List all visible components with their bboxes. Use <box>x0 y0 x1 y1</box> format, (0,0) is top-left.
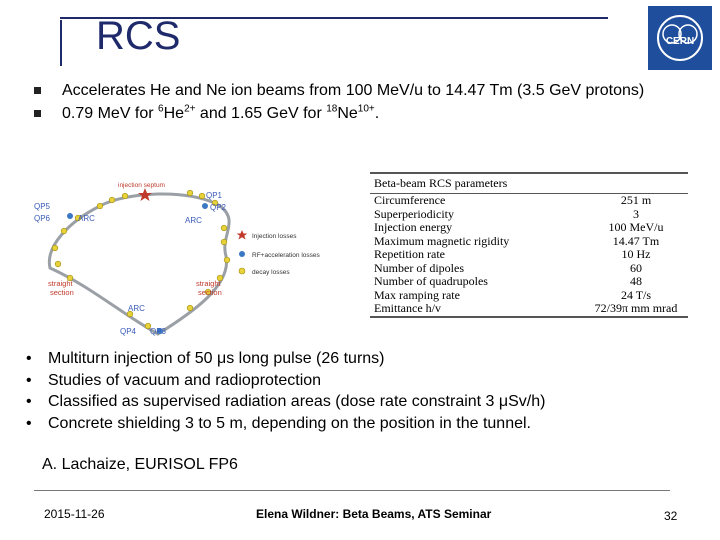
parameter-value: 60 <box>630 260 642 275</box>
bottom-bullet-3: • Classified as supervised radiation areas (dose rate constraint 3 μSv/h) <box>26 391 686 413</box>
svg-text:QP2: QP2 <box>210 203 227 212</box>
bottom-bullet-list <box>26 348 686 434</box>
top-bullet-2: 0.79 MeV for $^6He^{2+}$ and 1.65 GeV for $^{18}Ne^{10+}$. <box>34 103 664 124</box>
parameter-name: Repetition rate <box>374 247 445 261</box>
parameter-value: 100 MeV/u <box>608 220 664 234</box>
parameter-value: 14.47 Tm <box>612 233 660 248</box>
footer-date: 2015-11-26 <box>44 507 105 521</box>
svg-text:QP5: QP5 <box>34 202 51 211</box>
bullet-dot-icon: • <box>26 393 32 410</box>
svg-text:straight: straight <box>48 279 73 288</box>
parameter-value: 251 m <box>620 193 652 207</box>
table-title: Beta-beam RCS parameters <box>370 172 688 194</box>
parameter-name: Emittance h/v <box>374 301 441 315</box>
svg-text:QP6: QP6 <box>34 214 51 223</box>
svg-text:ARC: ARC <box>128 304 145 313</box>
parameter-name: Superperiodicity <box>374 206 454 221</box>
bottom-bullet-2: • Studies of vacuum and radioprotection <box>26 370 686 392</box>
top-bullet-list <box>34 80 664 126</box>
diagram-legend <box>237 230 321 276</box>
parameter-value: 48 <box>630 274 642 288</box>
parameter-value: 3 <box>633 206 639 221</box>
parameter-value: 72/39π mm mrad <box>594 301 678 315</box>
bullet-dot-icon: • <box>26 371 32 389</box>
top-bullet-1: Accelerates He and Ne ion beams from 100 MeV/u to 14.47 Tm (3.5 GeV protons) <box>34 80 664 101</box>
bottom-bullet-4: • Concrete shielding 3 to 5 m, depending on the position in the tunnel. <box>26 413 686 435</box>
table-row <box>370 289 688 303</box>
table-bottom-rule <box>370 316 688 318</box>
title-frame-vertical <box>60 20 62 66</box>
footer-title: Elena Wildner: Beta Beams, ATS Seminar <box>256 507 492 521</box>
svg-text:section: section <box>50 288 74 297</box>
table-row <box>370 262 688 276</box>
parameter-name: Maximum magnetic rigidity <box>374 233 510 248</box>
svg-text:QP1: QP1 <box>206 191 223 200</box>
table-row <box>370 194 688 208</box>
injection-loss-star-icon <box>237 230 248 240</box>
svg-text:ARC: ARC <box>78 214 95 223</box>
rf-loss-dot-icon <box>239 251 245 257</box>
table-row <box>370 235 688 249</box>
square-bullet-icon <box>34 110 41 117</box>
svg-text:ARC: ARC <box>185 216 202 225</box>
svg-text:QP4: QP4 <box>120 327 137 336</box>
svg-text:section: section <box>198 288 222 297</box>
svg-text:RF+acceleration losses: RF+acceleration losses <box>252 252 320 259</box>
parameter-name: Max ramping rate <box>374 287 460 302</box>
parameter-name: Injection energy <box>374 220 453 234</box>
table-row <box>370 248 688 262</box>
injection-star-icon <box>138 188 152 201</box>
parameter-name: Number of quadrupoles <box>374 274 488 288</box>
cern-logo <box>648 6 712 70</box>
svg-text:QP3: QP3 <box>150 327 167 336</box>
page-number: 32 <box>664 509 678 523</box>
bullet-dot-icon: • <box>26 350 32 367</box>
svg-text:decay losses: decay losses <box>252 269 290 276</box>
parameter-name: Number of dipoles <box>374 260 464 275</box>
table-body <box>370 194 688 316</box>
table-row <box>370 302 688 316</box>
footer-divider <box>34 490 670 491</box>
slide-title: RCS <box>96 14 181 58</box>
table-row <box>370 221 688 235</box>
bullet-dot-icon: • <box>26 414 32 432</box>
svg-text:CERN: CERN <box>665 36 695 47</box>
svg-text:Injection losses: Injection losses <box>252 233 297 240</box>
svg-text:straight: straight <box>196 279 221 288</box>
table-row <box>370 208 688 222</box>
rcs-ring-diagram <box>30 176 350 344</box>
parameters-table <box>370 172 688 318</box>
parameter-value: 24 T/s <box>620 287 652 302</box>
decay-loss-dot-icon <box>239 268 245 274</box>
square-bullet-icon <box>34 87 41 94</box>
parameter-name: Circumference <box>374 193 446 207</box>
source-credit: A. Lachaize, EURISOL FP6 <box>42 456 238 473</box>
parameter-value: 10 Hz <box>621 247 651 261</box>
bottom-bullet-1: • Multiturn injection of 50 μs long pulse (26 turns) <box>26 348 686 370</box>
table-row <box>370 275 688 289</box>
svg-text:injection septum: injection septum <box>118 182 165 189</box>
